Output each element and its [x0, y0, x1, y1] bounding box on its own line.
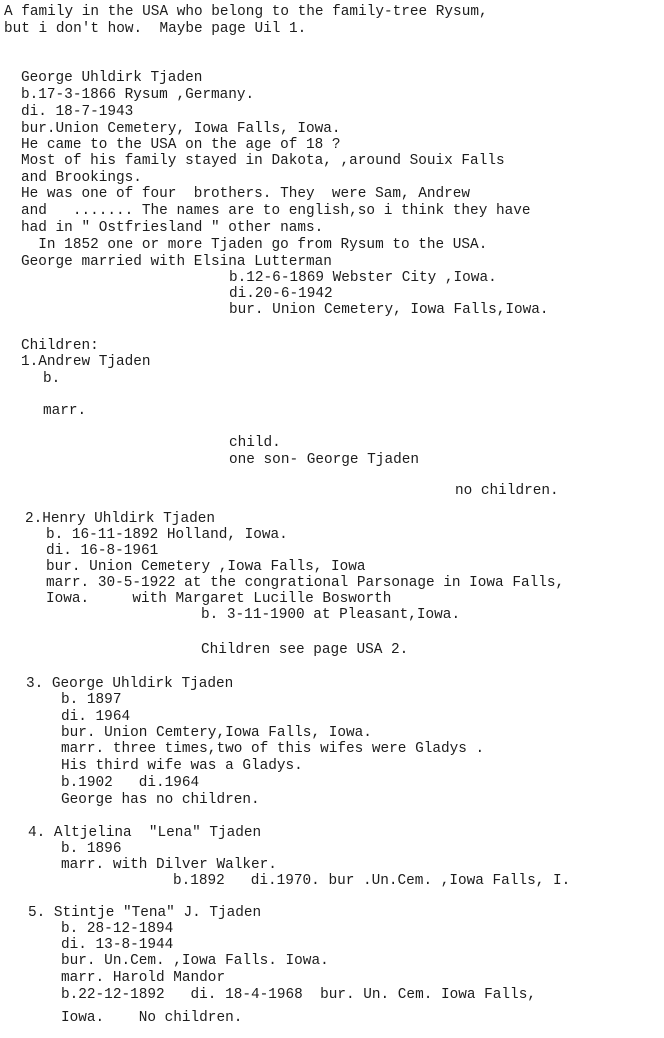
- child-line: George has no children.: [61, 792, 260, 808]
- child-line: di. 1964: [61, 709, 131, 725]
- child-line: b.: [43, 371, 61, 387]
- child-line: b.1902 di.1964: [61, 775, 200, 791]
- child-line: bur. Un.Cem. ,Iowa Falls. Iowa.: [61, 953, 329, 969]
- ancestor-line: di. 18-7-1943: [21, 104, 134, 120]
- child-name: 5. Stintje "Tena" J. Tjaden: [28, 905, 262, 921]
- ancestor-name: George Uhldirk Tjaden: [21, 70, 203, 86]
- spouse-line: b.12-6-1869 Webster City ,Iowa.: [229, 270, 497, 286]
- child-line: b. 3-11-1900 at Pleasant,Iowa.: [201, 607, 461, 623]
- child-line: b.22-12-1892 di. 18-4-1968 bur. Un. Cem. Iowa Falls,: [61, 987, 536, 1003]
- ancestor-line: b.17-3-1866 Rysum ,Germany.: [21, 87, 255, 103]
- child-line: b. 28-12-1894: [61, 921, 174, 937]
- ancestor-line: and ....... The names are to english,so i think they have: [21, 203, 531, 219]
- child-name: 3. George Uhldirk Tjaden: [26, 676, 234, 692]
- child-name: 4. Altjelina "Lena" Tjaden: [28, 825, 262, 841]
- child-line: b. 1896: [61, 841, 122, 857]
- child-line: di. 16-8-1961: [46, 543, 159, 559]
- intro-line: A family in the USA who belong to the family-tree Rysum,: [4, 4, 488, 20]
- ancestor-line: Most of his family stayed in Dakota, ,around Souix Falls: [21, 153, 505, 169]
- child-line: no children.: [455, 483, 559, 499]
- spouse-line: George married with Elsina Lutterman: [21, 254, 332, 270]
- child-line: marr. Harold Mandor: [61, 970, 226, 986]
- child-name: 1.Andrew Tjaden: [21, 354, 151, 370]
- child-line: b. 1897: [61, 692, 122, 708]
- child-line: His third wife was a Gladys.: [61, 758, 303, 774]
- child-line: b. 16-11-1892 Holland, Iowa.: [46, 527, 288, 543]
- child-line: marr.: [43, 403, 87, 419]
- child-line: Iowa. with Margaret Lucille Bosworth: [46, 591, 392, 607]
- child-line: b.1892 di.1970. bur .Un.Cem. ,Iowa Falls, I.: [173, 873, 571, 889]
- child-line: Iowa. No children.: [61, 1010, 243, 1026]
- ancestor-line: In 1852 one or more Tjaden go from Rysum to the USA.: [21, 237, 488, 253]
- child-line: marr. with Dilver Walker.: [61, 857, 277, 873]
- ancestor-line: He was one of four brothers. They were Sam, Andrew: [21, 186, 471, 202]
- child-line: marr. 30-5-1922 at the congrational Parsonage in Iowa Falls,: [46, 575, 565, 591]
- child-line: bur. Union Cemtery,Iowa Falls, Iowa.: [61, 725, 372, 741]
- child-line: child.: [229, 435, 281, 451]
- child-line: one son- George Tjaden: [229, 452, 419, 468]
- ancestor-line: and Brookings.: [21, 170, 142, 186]
- spouse-line: bur. Union Cemetery, Iowa Falls,Iowa.: [229, 302, 549, 318]
- child-line: marr. three times,two of this wifes were Gladys .: [61, 741, 485, 757]
- ancestor-line: He came to the USA on the age of 18 ?: [21, 137, 341, 153]
- intro-line: but i don't how. Maybe page Uil 1.: [4, 21, 307, 37]
- child-line: bur. Union Cemetery ,Iowa Falls, Iowa: [46, 559, 366, 575]
- spouse-line: di.20-6-1942: [229, 286, 333, 302]
- ancestor-line: bur.Union Cemetery, Iowa Falls, Iowa.: [21, 121, 341, 137]
- child-line: di. 13-8-1944: [61, 937, 174, 953]
- child-line: Children see page USA 2.: [201, 642, 409, 658]
- ancestor-line: had in " Ostfriesland " other nams.: [21, 220, 324, 236]
- children-heading: Children:: [21, 338, 99, 354]
- child-name: 2.Henry Uhldirk Tjaden: [25, 511, 215, 527]
